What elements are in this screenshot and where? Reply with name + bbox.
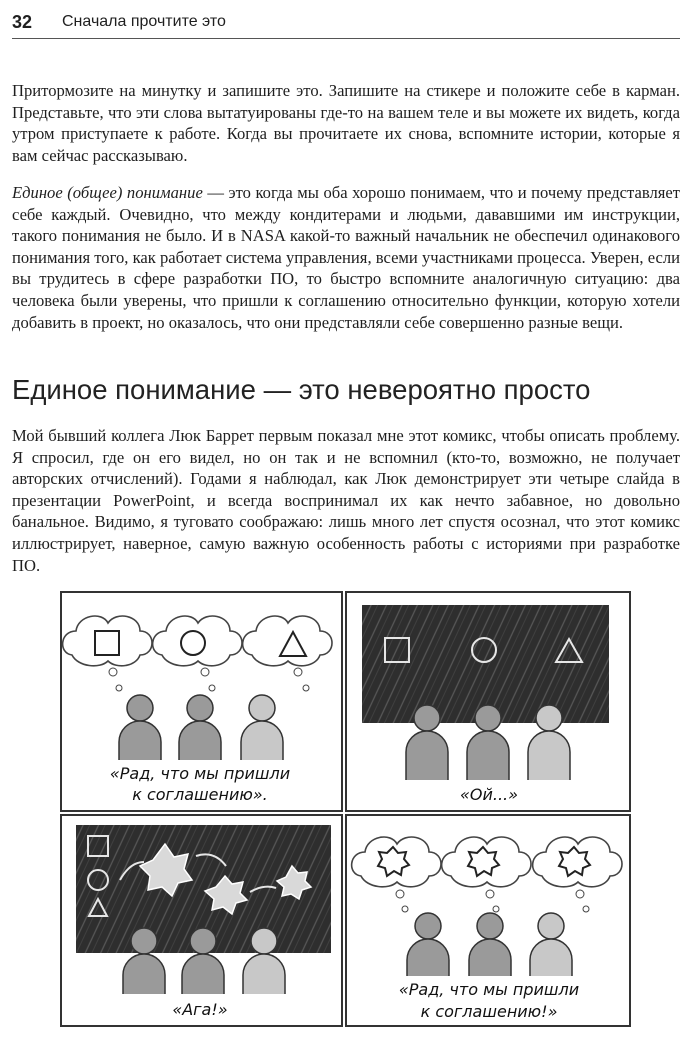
paragraph-1: Притормозите на минутку и запишите это. Запишите на стикере и положите себе в карман. Представьте, что эти слова вытатуированы где-то на вашем теле и вы можете их видеть, когда утром приступаете к работе. Когда вы прочитаете их снова, вспомните истории, которые я вам сейчас рассказываю. bbox=[12, 81, 680, 165]
comic-panel-2 bbox=[346, 592, 630, 811]
page-number: 32 bbox=[12, 12, 33, 32]
panel-2-caption: «Ой...» bbox=[460, 785, 518, 804]
panel-1-caption-line-1: «Рад, что мы пришли bbox=[109, 764, 291, 783]
panel-4-caption-line-1: «Рад, что мы пришли bbox=[398, 980, 580, 999]
defined-term: Единое (общее) понимание bbox=[12, 183, 203, 202]
comic-panel-3 bbox=[61, 815, 342, 1026]
comic-panel-1 bbox=[61, 592, 342, 811]
panel-3-caption: «Ага!» bbox=[172, 1000, 228, 1019]
panel-4-caption-line-2: к соглашению!» bbox=[420, 1002, 558, 1021]
section-heading: Единое понимание — это невероятно просто bbox=[12, 374, 591, 405]
paragraph-2-text: — это когда мы оба хорошо понимаем, что и почему представляет себе каждый. Очевидно, что между кондитерами и людьми, дававшими им инструкции, такого понимания не было. И в NASA какой-то важный начальник не обеспечил одинакового понимания того, как работает система управления, всеми участниками процесса. Уверен, если вы трудитесь в сфере разработки ПО, то быстро вспомните аналогичную ситуацию: два человека были уверены, что пришли к соглашению относительно функции, которую хотели добавить в проект, но оказалось, что они представляли себе совершенно разные вещи. bbox=[12, 183, 680, 332]
comic-panel-4 bbox=[346, 815, 630, 1026]
paragraph-3: Мой бывший коллега Люк Баррет первым показал мне этот комикс, чтобы описать проблему. Я спросил, где он его видел, но он так и не вспомнил (кто-то, возможно, не получает авторских отчислений). Годами я наблюдал, как Люк демонстрирует эти четыре слайда в презентации PowerPoint, и всегда воспринимал их как нечто забавное, но довольно банальное. Видимо, я туговато соображаю: лишь много лет спустя осознал, что этот комикс иллюстрирует, наверное, самую важную особенность работы с историями при разработке ПО. bbox=[12, 426, 680, 575]
panel-1-caption-line-2: к соглашению». bbox=[132, 785, 268, 804]
running-title: Сначала прочтите это bbox=[62, 13, 226, 30]
